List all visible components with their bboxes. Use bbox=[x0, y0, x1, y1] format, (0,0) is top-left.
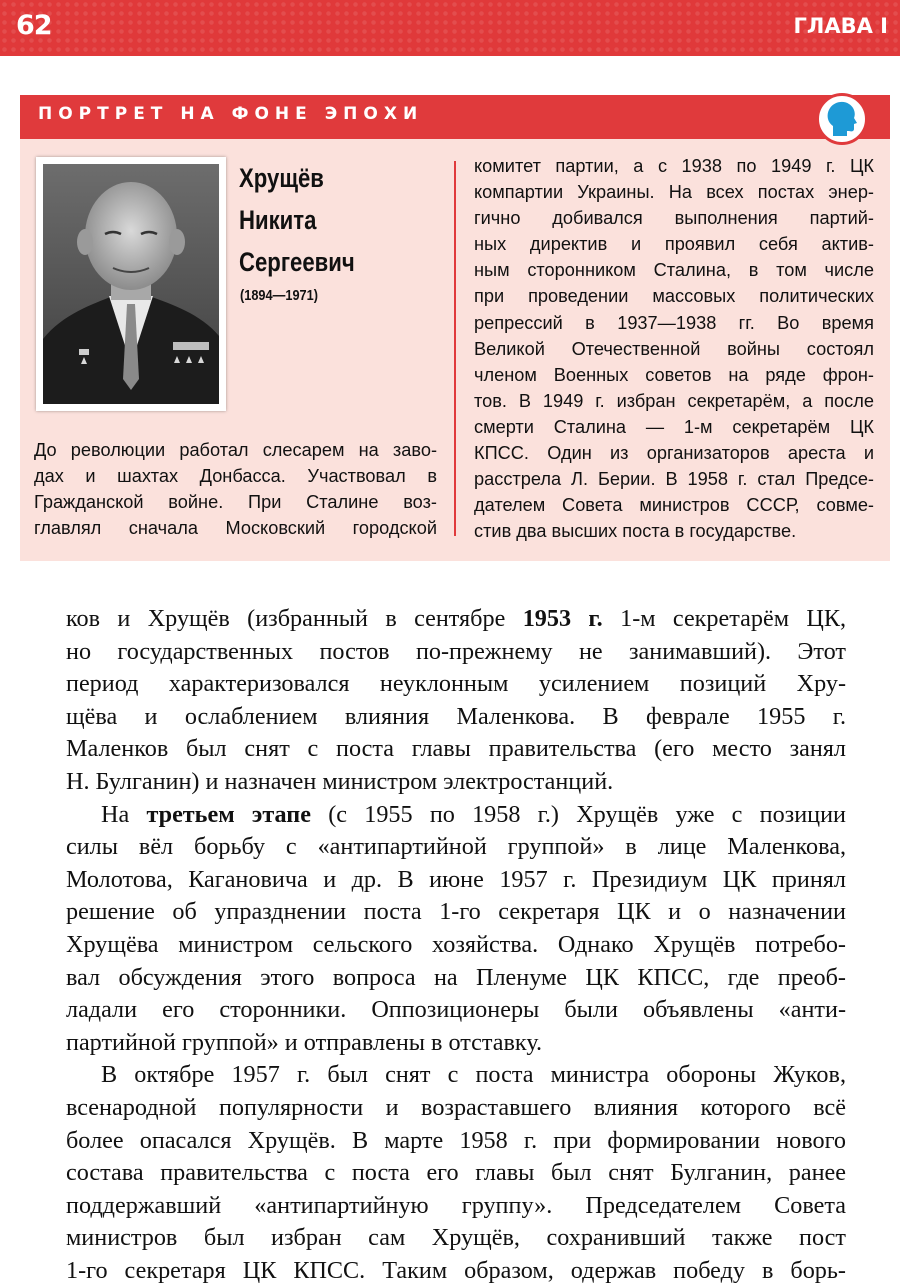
text-line: Молотова, Кагановича и др. В июне 1957 г. Президиум ЦК принял bbox=[66, 865, 846, 893]
text-line: компартии Украины. На всех постах энер- bbox=[474, 182, 874, 203]
text-line: До революции работал слесарем на заво- bbox=[34, 440, 437, 460]
text-line: поддержавший «антипартийную группу». Председателем Совета bbox=[66, 1191, 846, 1219]
text-line: членом Военных советов на ряде фрон- bbox=[474, 364, 874, 385]
text-line: смерти Сталина — 1-м секретарём ЦК bbox=[474, 416, 874, 437]
text-line: ладали его сторонники. Оппозиционеры были объявлены «анти- bbox=[66, 996, 846, 1024]
text-line: решение об упразднении поста 1-го секретаря ЦК и о назначении bbox=[66, 898, 846, 926]
paragraph bbox=[66, 603, 846, 799]
column-divider bbox=[454, 161, 456, 536]
name-line: Никита bbox=[239, 205, 317, 235]
text-line: дателем Совета министров СССР, совме- bbox=[474, 495, 874, 516]
life-years: (1894—1971) bbox=[240, 287, 318, 304]
text-line: главлял сначала Московский городской bbox=[34, 518, 437, 538]
text-line: состава правительства с поста его главы был снят Булганин, ранее bbox=[66, 1159, 846, 1187]
text-line: комитет партии, а с 1938 по 1949 г. ЦК bbox=[474, 156, 874, 176]
text-line: ных директив и проявил себя актив- bbox=[474, 234, 874, 255]
text-run: На bbox=[101, 800, 147, 828]
text-line: КПСС. Один из организаторов ареста и bbox=[474, 443, 874, 464]
text-line: при проведении массовых политических bbox=[474, 286, 874, 307]
person-name bbox=[239, 157, 355, 283]
text-line: Великой Отечественной войны состоял bbox=[474, 338, 874, 359]
text-line: всенародной популярности и возраставшего влияния которого всё bbox=[66, 1093, 846, 1121]
text-line: период характеризовался неуклонным усилением позиций Хру- bbox=[66, 670, 846, 698]
text-line: гично добивался выполнения партий- bbox=[474, 208, 874, 229]
text-line: Гражданской войне. При Сталине воз- bbox=[34, 492, 437, 512]
text-run: ков и Хрущёв (избранный в сентябре bbox=[66, 605, 523, 632]
text-line: Хрущёва министром сельского хозяйства. Однако Хрущёв потребо- bbox=[66, 930, 846, 958]
text-line: министров был избран сам Хрущёв, сохранивший также пост bbox=[66, 1224, 846, 1252]
text-line: щёва и ослаблением влияния Маленкова. В феврале 1955 г. bbox=[66, 702, 846, 730]
text-line: Н. Булганин) и назначен министром электростанций. bbox=[66, 767, 614, 795]
bold-date: 1953 г. bbox=[522, 605, 603, 632]
text-line bbox=[66, 799, 846, 832]
text-line: но государственных постов по-прежнему не занимавший). Этот bbox=[66, 637, 846, 665]
text-line: вал обсуждения этого вопроса на Пленуме ЦК КПСС, где преоб- bbox=[66, 963, 846, 991]
text-line: дах и шахтах Донбасса. Участвовал в bbox=[34, 466, 437, 486]
paragraph bbox=[66, 799, 846, 1060]
main-text bbox=[66, 603, 846, 1287]
text-line: тов. В 1949 г. избран секретарём, а после bbox=[474, 390, 874, 411]
text-run: 1-м секретарём ЦК, bbox=[602, 605, 847, 632]
text-line: более опасался Хрущёв. В марте 1958 г. при формировании нового bbox=[66, 1126, 846, 1154]
portrait-info-box bbox=[20, 95, 890, 561]
biography-right-column bbox=[474, 153, 874, 544]
text-line bbox=[66, 603, 846, 636]
text-line: 1-го секретаря ЦК КПСС. Таким образом, одержав победу в борь- bbox=[66, 1256, 846, 1284]
paragraph bbox=[66, 1059, 846, 1287]
text-line: репрессий в 1937—1938 гг. Во время bbox=[474, 312, 874, 333]
biography-left-column bbox=[34, 437, 437, 541]
page-header-band bbox=[0, 0, 900, 56]
person-head-icon bbox=[816, 93, 868, 145]
chapter-label: ГЛАВА I bbox=[793, 14, 888, 38]
text-line: ным сторонником Сталина, в том числе bbox=[474, 260, 874, 281]
text-line: силы вёл борьбу с «антипартийной группой» в лице Маленкова, bbox=[66, 833, 846, 861]
portrait-photo bbox=[36, 157, 226, 411]
text-run: (с 1955 по 1958 г.) Хрущёв уже с позиции bbox=[310, 800, 846, 828]
info-box-header bbox=[20, 95, 890, 139]
info-box-title: ПОРТРЕТ НА ФОНЕ ЭПОХИ bbox=[38, 104, 424, 124]
page-number: 62 bbox=[16, 10, 52, 41]
text-line: партийной группой» и отправлены в отставку. bbox=[66, 1028, 543, 1056]
text-line: расстрела Л. Берии. В 1958 г. стал Предсе- bbox=[474, 469, 874, 490]
name-line: Хрущёв bbox=[239, 163, 324, 193]
text-line: Маленков был снят с поста главы правительства (его место занял bbox=[66, 735, 846, 763]
bold-term: третьем этапе bbox=[146, 800, 311, 828]
text-line: В октябре 1957 г. был снят с поста министра обороны Жуков, bbox=[101, 1061, 846, 1089]
name-line: Сергеевич bbox=[239, 247, 355, 277]
text-line: стив два высших поста в государстве. bbox=[474, 521, 797, 542]
